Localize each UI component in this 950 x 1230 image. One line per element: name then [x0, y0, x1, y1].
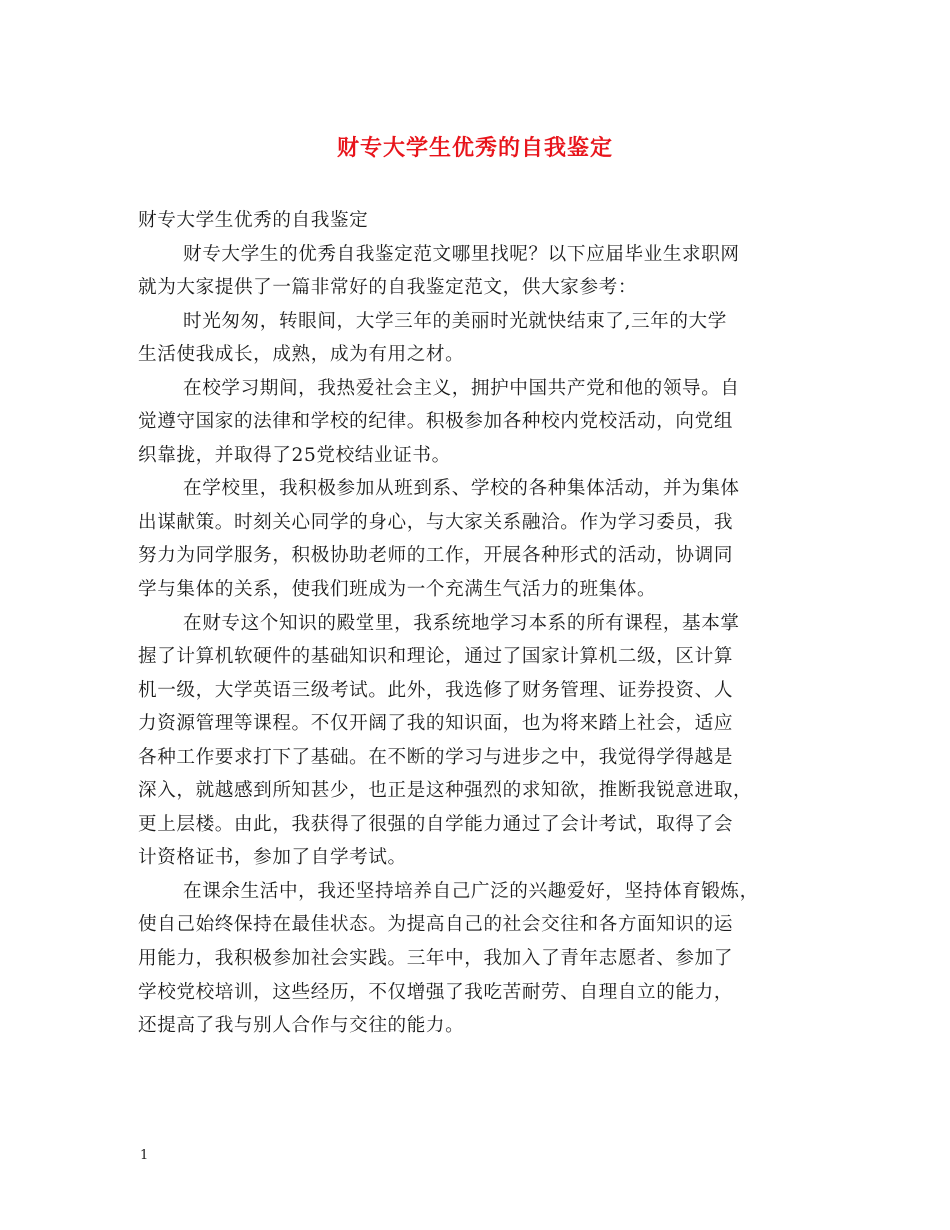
paragraph-line: 努力为同学服务，积极协助老师的工作，开展各种形式的活动，协调同 — [138, 545, 734, 567]
paragraph-line: 出谋献策。时刻关心同学的身心，与大家关系融洽。作为学习委员，我 — [138, 511, 734, 533]
paragraph-line: 更上层楼。由此，我获得了很强的自学能力通过了会计考试，取得了会 — [138, 813, 734, 835]
paragraph-line: 觉遵守国家的法律和学校的纪律。积极参加各种校内党校活动，向党组 — [138, 411, 734, 433]
paragraph-line: 计资格证书，参加了自学考试。 — [138, 847, 407, 869]
paragraph-line: 使自己始终保持在最佳状态。为提高自己的社会交往和各方面知识的运 — [138, 914, 734, 936]
paragraph-line: 生活使我成长，成熟，成为有用之材。 — [138, 344, 465, 366]
paragraph-line: 深入，就越感到所知甚少，也正是这种强烈的求知欲，推断我锐意进取， — [138, 780, 753, 802]
paragraph-line: 时光匆匆，转眼间，大学三年的美丽时光就快结束了,三年的大学 — [183, 310, 727, 332]
paragraph-line: 财专大学生的优秀自我鉴定范文哪里找呢？以下应届毕业生求职网 — [183, 243, 740, 265]
paragraph-line: 在财专这个知识的殿堂里，我系统地学习本系的所有课程，基本掌 — [183, 612, 740, 634]
paragraph-line: 学校党校培训，这些经历，不仅增强了我吃苦耐劳、自理自立的能力， — [138, 981, 734, 1003]
paragraph-line: 用能力，我积极参加社会实践。三年中，我加入了青年志愿者、参加了 — [138, 948, 734, 970]
paragraph-line: 还提高了我与别人合作与交往的能力。 — [138, 1015, 465, 1037]
paragraph-line: 力资源管理等课程。不仅开阔了我的知识面，也为将来踏上社会，适应 — [138, 713, 734, 735]
document-title: 财专大学生优秀的自我鉴定 — [336, 135, 613, 161]
paragraph-line: 就为大家提供了一篇非常好的自我鉴定范文，供大家参考： — [138, 277, 638, 299]
page-number: 1 — [140, 1148, 149, 1163]
paragraph-line: 在学校里，我积极参加从班到系、学校的各种集体活动，并为集体 — [183, 478, 740, 500]
paragraph-line: 各种工作要求打下了基础。在不断的学习与进步之中，我觉得学得越是 — [138, 746, 734, 768]
document-body — [138, 204, 822, 1043]
paragraph-line: 在课余生活中，我还坚持培养自己广泛的兴趣爱好，坚持体育锻炼， — [183, 880, 759, 902]
paragraph-line: 织靠拢，并取得了25党校结业证书。 — [138, 444, 451, 466]
paragraph-line: 学与集体的关系，使我们班成为一个充满生气活力的班集体。 — [138, 579, 657, 601]
paragraph-line: 握了计算机软硬件的基础知识和理论，通过了国家计算机二级，区计算 — [138, 646, 734, 668]
subtitle-line: 财专大学生优秀的自我鉴定 — [138, 210, 369, 231]
paragraph-line: 机一级，大学英语三级考试。此外，我选修了财务管理、证券投资、人 — [138, 679, 734, 701]
paragraph-line: 在校学习期间，我热爱社会主义，拥护中国共产党和他的领导。自 — [183, 377, 740, 399]
